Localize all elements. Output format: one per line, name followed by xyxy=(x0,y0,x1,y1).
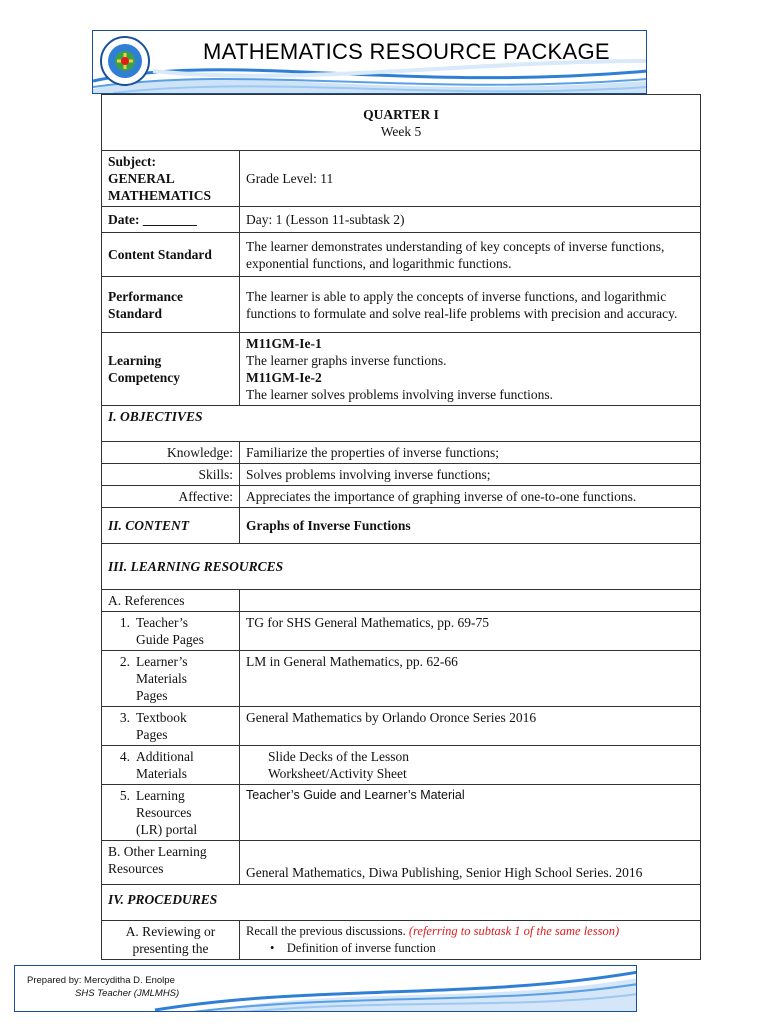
resource-value-3: General Mathematics by Orlando Oronce Series 2016 xyxy=(240,707,701,746)
week-label: Week 5 xyxy=(380,123,422,139)
resource-num-5: 5. xyxy=(119,788,130,803)
competency-code-1: M11GM-Ie-1 xyxy=(246,336,322,351)
competency-text-1: The learner graphs inverse functions. xyxy=(246,353,447,368)
quarter-label: QUARTER I xyxy=(363,106,439,122)
objectives-heading: I. OBJECTIVES xyxy=(102,406,701,442)
resource-value-2: LM in General Mathematics, pp. 62-66 xyxy=(240,651,701,707)
resource-label-4: Additional Materials xyxy=(136,749,194,781)
affective-row xyxy=(102,486,701,508)
bullet-icon: • xyxy=(270,941,275,955)
subject-row xyxy=(102,151,701,207)
resource-value-1: TG for SHS General Mathematics, pp. 69-75 xyxy=(240,612,701,651)
resource-num-4: 4. xyxy=(119,749,130,764)
competency-row xyxy=(102,333,701,406)
content-standard-label: Content Standard xyxy=(102,233,240,277)
subject-name-2: MATHEMATICS xyxy=(108,188,212,203)
resources-heading: III. LEARNING RESOURCES xyxy=(102,544,701,590)
competency-code-2: M11GM-Ie-2 xyxy=(246,370,322,385)
content-standard-text: The learner demonstrates understanding of key concepts of inverse functions, exponential functions, and logarithmic functions. xyxy=(240,233,701,277)
resource-num-2: 2. xyxy=(119,654,130,669)
resource-label-1: Teacher’s Guide Pages xyxy=(136,615,204,647)
procedure-a-label: A. Reviewing or presenting the xyxy=(102,921,240,960)
content-topic: Graphs of Inverse Functions xyxy=(240,508,701,544)
subject-name-1: GENERAL xyxy=(108,171,175,186)
resource-num-1: 1. xyxy=(119,615,130,630)
resource-item-3 xyxy=(102,707,701,746)
other-resources-row xyxy=(102,841,701,885)
deped-seal-icon xyxy=(99,35,151,87)
resource-value-4a: Slide Decks of the Lesson xyxy=(268,749,409,764)
knowledge-row xyxy=(102,442,701,464)
lesson-plan-table xyxy=(101,94,701,960)
affective-text: Appreciates the importance of graphing inverse of one-to-one functions. xyxy=(240,486,701,508)
objectives-heading-row xyxy=(102,406,701,442)
competency-label: Learning Competency xyxy=(102,333,240,406)
date-label: Date: ________ xyxy=(102,207,240,233)
date-row xyxy=(102,207,701,233)
subject-label: Subject: xyxy=(108,154,156,169)
performance-standard-text: The learner is able to apply the concepts of inverse functions, and logarithmic functions to formulate and solve real-life problems with precision and accuracy. xyxy=(240,277,701,333)
other-resources-label: B. Other Learning Resources xyxy=(102,841,240,885)
procedure-a-row xyxy=(102,921,701,960)
procedures-heading: IV. PROCEDURES xyxy=(102,885,701,921)
resource-value-5: Teacher’s Guide and Learner’s Material xyxy=(240,785,701,841)
performance-standard-row xyxy=(102,277,701,333)
resource-label-3: Textbook Pages xyxy=(136,710,187,742)
competency-text-2: The learner solves problems involving inverse functions. xyxy=(246,387,554,402)
procedures-heading-row xyxy=(102,885,701,921)
teacher-role: SHS Teacher (JMLMHS) xyxy=(75,988,180,999)
page-title: MATHEMATICS RESOURCE PACKAGE xyxy=(203,39,610,64)
footer-banner xyxy=(14,965,637,1012)
grade-level: Grade Level: 11 xyxy=(240,151,701,207)
procedure-a-note: (referring to subtask 1 of the same lesson) xyxy=(408,924,620,938)
knowledge-text: Familiarize the properties of inverse functions; xyxy=(240,442,701,464)
resource-label-2: Learner’s Materials Pages xyxy=(136,654,188,703)
knowledge-label: Knowledge: xyxy=(102,442,240,464)
resource-item-2 xyxy=(102,651,701,707)
prepared-by: Prepared by: Mercyditha D. Enolpe xyxy=(27,975,175,986)
procedure-a-text: Recall the previous discussions. xyxy=(246,924,406,938)
procedure-a-bullet: Definition of inverse function xyxy=(286,941,436,955)
skills-text: Solves problems involving inverse functions; xyxy=(240,464,701,486)
content-row xyxy=(102,508,701,544)
references-row xyxy=(102,590,701,612)
resource-num-3: 3. xyxy=(119,710,130,725)
resource-item-1 xyxy=(102,612,701,651)
skills-row xyxy=(102,464,701,486)
header-banner xyxy=(92,30,647,94)
resource-item-4 xyxy=(102,746,701,785)
references-label: A. References xyxy=(102,590,240,612)
performance-standard-label: Performance Standard xyxy=(102,277,240,333)
affective-label: Affective: xyxy=(102,486,240,508)
resource-value-4b: Worksheet/Activity Sheet xyxy=(268,766,407,781)
other-resources-value: General Mathematics, Diwa Publishing, Senior High School Series. 2016 xyxy=(240,841,701,885)
quarter-row xyxy=(102,95,701,151)
content-heading: II. CONTENT xyxy=(102,508,240,544)
day-value: Day: 1 (Lesson 11-subtask 2) xyxy=(240,207,701,233)
resource-item-5 xyxy=(102,785,701,841)
resource-label-5: Learning Resources (LR) portal xyxy=(136,788,198,837)
skills-label: Skills: xyxy=(102,464,240,486)
resources-heading-row xyxy=(102,544,701,590)
content-standard-row xyxy=(102,233,701,277)
